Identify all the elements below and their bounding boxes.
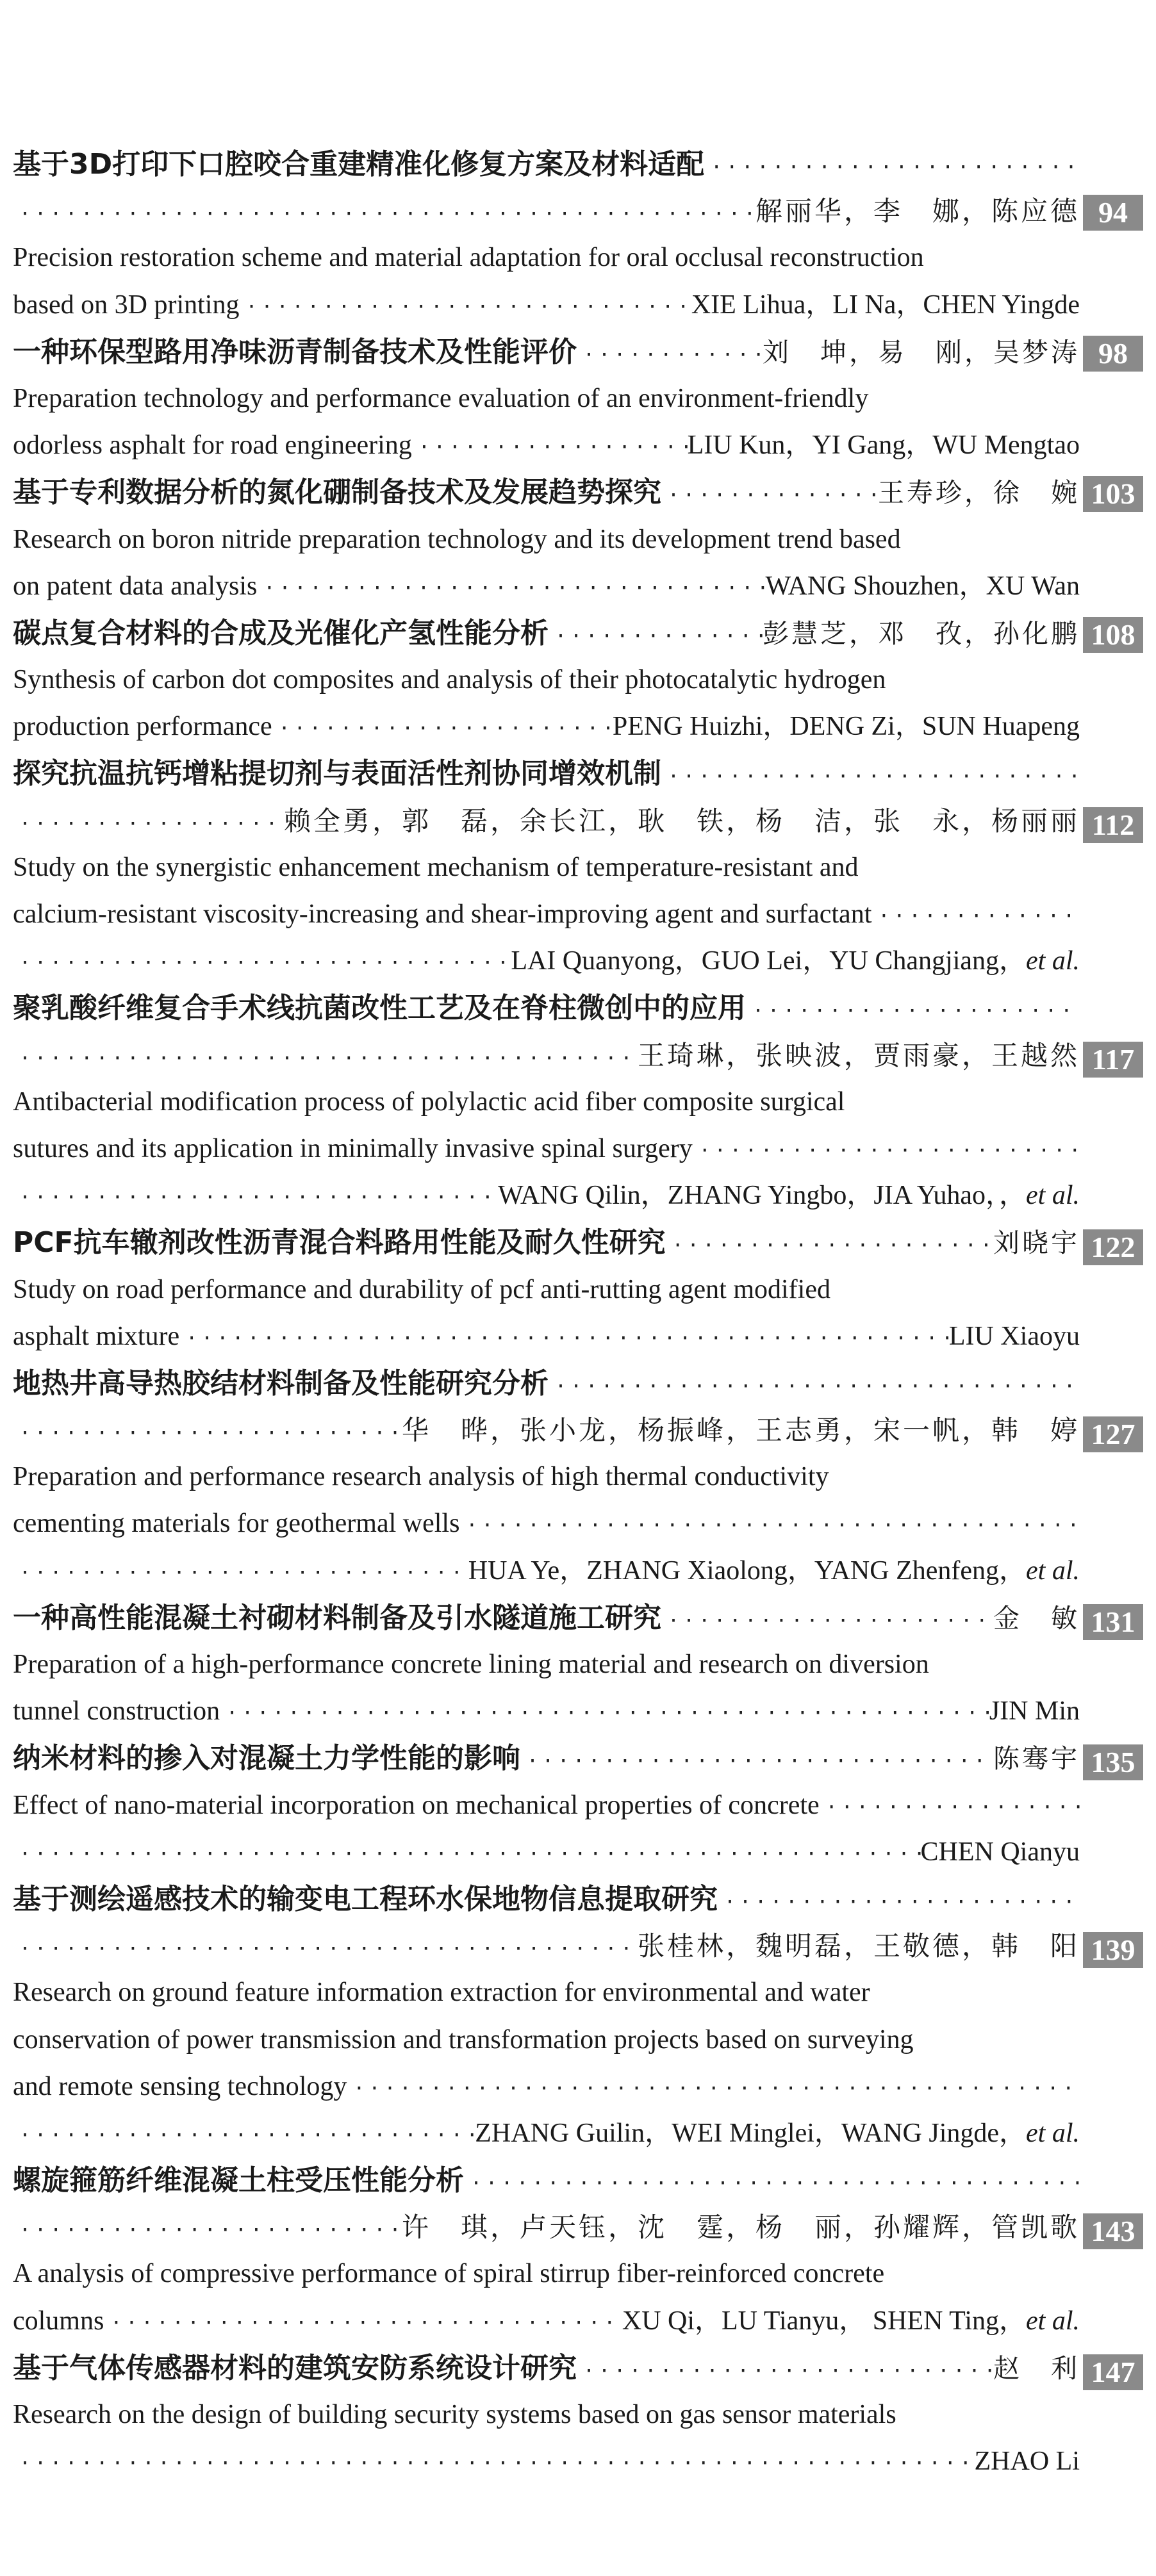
page-number-badge[interactable]: 127 [1083,1416,1143,1452]
leader-dots [220,1690,989,1735]
leader-dots [13,1831,921,1876]
authors-cn: 王琦琳，张映波，贾雨豪，王越然 [637,1039,1080,1071]
et-al: et al. [1026,946,1080,976]
authors-en: ZHANG Guilin，WEI Minglei，WANG Jingde， [475,2118,1027,2148]
entry-title-en [13,891,1080,938]
entry-title-cn[interactable] [13,469,1080,516]
authors-cn: 赵 利 [993,2352,1080,2384]
title-cn[interactable]: 螺旋箍筋纤维混凝土柱受压性能分析 [13,2164,464,2197]
authors-cn: 刘晓宇 [993,1227,1080,1259]
leader-dots [412,424,688,469]
entry-authors-en [13,1172,1080,1219]
title-en: sutures and its application in minimally invasive spinal surgery [13,1133,693,1163]
leader-dots [239,284,691,329]
et-al: et al. [1026,1555,1080,1586]
title-en: columns [13,2306,104,2336]
title-cn[interactable]: PCF抗车辙剂改性沥青混合料路用性能及耐久性研究 [13,1226,666,1259]
title-cn[interactable]: 碳点复合材料的合成及光催化产氢性能分析 [13,616,549,650]
authors-en: LAI Quanyong，GUO Lei，YU Changjiang， [511,946,1027,976]
entry-title-en [13,1267,1080,1313]
entry-title-en [13,1079,1080,1126]
entry-title-en [13,2391,1080,2438]
entry-title-en-authors [13,2298,1080,2345]
authors-en: XU Qi，LU Tianyu， SHEN Ting， [622,2306,1027,2336]
entry-authors-en [13,1548,1080,1595]
title-en: Research on ground feature information extraction for environmental and water [13,1978,870,2008]
leader-dots [13,1550,468,1595]
et-al: et al. [1026,1181,1080,1211]
entry-title-cn[interactable] [13,141,1080,188]
entry-authors-cn [13,798,1080,844]
entry-authors-cn [13,188,1080,234]
authors-cn: 华 晔，张小龙，杨振峰，王志勇，宋一帆，韩 婷 [401,1415,1080,1447]
authors-cn: 张桂林，魏明磊，王敬德，韩 阳 [637,1930,1080,1962]
leader-dots [871,893,1080,938]
page-number-badge[interactable]: 117 [1083,1042,1143,1078]
leader-dots [13,2112,475,2157]
title-cn[interactable]: 基于气体传感器材料的建筑安防系统设计研究 [13,2351,577,2384]
title-en: Study on road performance and durability of pcf anti-rutting agent modified [13,1274,830,1304]
entry-title-en-authors [13,1313,1080,1360]
entry-title-cn[interactable] [13,985,1080,1031]
leader-dots [661,753,1080,797]
entry-authors-en [13,938,1080,985]
page-number-badge[interactable]: 98 [1083,336,1143,372]
entry-title-en-authors [13,563,1080,610]
leader-dots [459,1502,1080,1547]
leader-dots [746,988,1080,1031]
leader-dots [13,940,511,985]
leader-dots [179,1315,949,1360]
leader-dots [577,332,763,375]
leader-dots [13,1410,402,1454]
authors-en: CHEN Qianyu [920,1837,1080,1867]
leader-dots [272,705,613,750]
leader-dots [464,2160,1080,2204]
entry-title-en-authors [13,422,1080,469]
authors-en: LIU Xiaoyu [948,1321,1080,1351]
authors-en: ZHAO Li [974,2447,1080,2477]
leader-dots [693,1128,1080,1172]
leader-dots [666,1222,993,1266]
title-en: Research on boron nitride preparation technology and its development trend based [13,524,901,554]
entry-title-en [13,1454,1080,1500]
leader-dots [13,2440,975,2485]
entry-title-en [13,1782,1080,1829]
leader-dots [718,1879,1080,1923]
entry-title-en [13,1500,1080,1547]
leader-dots [661,1598,993,1641]
title-cn[interactable]: 基于专利数据分析的氮化硼制备技术及发展趋势探究 [13,476,661,509]
leader-dots [104,2300,622,2345]
title-en: Preparation of a high-performance concrete lining material and research on diversion [13,1650,929,1679]
title-en: Preparation and performance research analysis of high thermal conductivity [13,1462,829,1492]
title-en: Research on the design of building security systems based on gas sensor materials [13,2400,896,2429]
title-cn[interactable]: 纳米材料的掺入对混凝土力学性能的影响 [13,1742,520,1775]
entry-title-en [13,657,1080,703]
entry-title-cn[interactable] [13,2345,1080,2391]
title-en: on patent data analysis [13,571,258,601]
entry-title-en-authors [13,282,1080,329]
authors-en: HUA Ye，ZHANG Xiaolong，YANG Zhenfeng， [468,1555,1027,1586]
title-en: odorless asphalt for road engineering [13,431,412,461]
entry-title-cn[interactable] [13,329,1080,375]
title-cn[interactable]: 聚乳酸纤维复合手术线抗菌改性工艺及在脊柱微创中的应用 [13,992,746,1025]
table-of-contents [13,141,1080,2485]
title-en: Antibacterial modification process of polylactic acid fiber composite surgical [13,1087,845,1117]
title-en: Study on the synergistic enhancement mechanism of temperature-resistant and [13,852,859,882]
et-al: et al. [1026,2306,1080,2336]
leader-dots [520,1738,993,1782]
authors-en: PENG Huizhi，DENG Zi，SUN Huapeng [612,712,1080,742]
entry-title-en [13,2017,1080,2063]
entry-title-en [13,516,1080,563]
title-en: and remote sensing technology [13,2071,347,2101]
page-number-badge[interactable]: 135 [1083,1744,1143,1780]
title-en: asphalt mixture [13,1321,180,1351]
title-cn[interactable]: 一种高性能混凝土衬砌材料制备及引水隧道施工研究 [13,1601,661,1634]
entry-title-en [13,1641,1080,1688]
entry-title-cn[interactable] [13,1735,1080,1782]
title-en: based on 3D printing [13,290,240,320]
page-number-badge[interactable]: 131 [1083,1604,1143,1640]
page-number-badge[interactable]: 122 [1083,1229,1143,1265]
leader-dots [549,613,763,657]
title-en: Effect of nano-material incorporation on mechanical properties of concrete [13,1790,820,1820]
entry-title-cn[interactable] [13,1219,1080,1266]
authors-cn: 金 敏 [993,1602,1080,1634]
leader-dots [820,1784,1080,1829]
page-number-badge[interactable]: 112 [1083,807,1143,843]
leader-dots [549,1363,1080,1407]
title-en: Preparation technology and performance evaluation of an environment-friendly [13,383,869,413]
title-en: conservation of power transmission and transformation projects based on surveying [13,2024,914,2055]
authors-cn: 赖全勇，郭 磊，余长江，耿 铁，杨 洁，张 永，杨丽丽 [283,805,1080,837]
authors-en: WANG Shouzhen，XU Wan [765,571,1080,601]
entry-authors-cn [13,1032,1080,1079]
entry-title-cn[interactable] [13,1876,1080,1923]
entry-authors-cn [13,1407,1080,1454]
leader-dots [13,1926,638,1969]
entry-title-cn[interactable] [13,610,1080,657]
entry-authors-en [13,2110,1080,2157]
entry-title-en-authors [13,703,1080,750]
title-en: Synthesis of carbon dot composites and analysis of their photocatalytic hydrogen [13,665,886,695]
title-en: A analysis of compressive performance of spiral stirrup fiber-reinforced concrete [13,2259,885,2289]
entry-title-en [13,844,1080,891]
entry-title-cn[interactable] [13,1595,1080,1641]
entry-authors-en [13,2438,1080,2485]
entry-title-en [13,375,1080,422]
entry-authors-en [13,1829,1080,1876]
entry-title-cn[interactable] [13,1360,1080,1407]
leader-dots [13,2207,402,2251]
page-number-badge[interactable]: 94 [1083,195,1143,231]
leader-dots [13,801,284,844]
entry-title-en-authors [13,1688,1080,1735]
leader-dots [13,1174,498,1219]
leader-dots [257,565,765,610]
leader-dots [704,144,1080,188]
leader-dots [577,2348,993,2391]
authors-en: WANG Qilin，ZHANG Yingbo，JIA Yuhao，， [497,1181,1027,1211]
page-number-badge[interactable]: 139 [1083,1932,1143,1968]
authors-cn: 彭慧芝，邓 孜，孙化鹏 [763,618,1080,649]
authors-en: XIE Lihua，LI Na，CHEN Yingde [691,290,1080,320]
title-cn[interactable]: 地热井高导热胶结材料制备及性能研究分析 [13,1366,549,1400]
title-cn[interactable]: 基于3D打印下口腔咬合重建精准化修复方案及材料适配 [13,148,705,181]
page-number-badge[interactable]: 143 [1083,2213,1143,2249]
entry-title-en [13,2063,1080,2110]
page-number-badge[interactable]: 108 [1083,617,1143,653]
leader-dots [13,1035,638,1079]
et-al: et al. [1026,2118,1080,2148]
entry-title-en [13,234,1080,281]
authors-en: JIN Min [989,1696,1080,1727]
title-cn[interactable]: 一种环保型路用净味沥青制备技术及性能评价 [13,335,577,368]
title-cn[interactable]: 探究抗温抗钙增粘提切剂与表面活性剂协同增效机制 [13,757,661,791]
authors-cn: 刘 坤，易 刚，吴梦涛 [763,336,1080,368]
leader-dots [661,472,878,516]
entry-title-cn[interactable] [13,750,1080,797]
authors-cn: 陈骞宇 [993,1743,1080,1775]
leader-dots [13,191,756,234]
title-cn[interactable]: 基于测绘遥感技术的输变电工程环水保地物信息提取研究 [13,1882,718,1916]
leader-dots [347,2065,1080,2110]
title-en: tunnel construction [13,1696,220,1727]
page-number-badge[interactable]: 103 [1083,476,1143,512]
entry-authors-cn [13,1923,1080,1969]
entry-title-en [13,1126,1080,1172]
entry-title-cn[interactable] [13,2157,1080,2204]
title-en: Precision restoration scheme and material adaptation for oral occlusal reconstruction [13,243,924,273]
title-en: production performance [13,712,272,742]
title-en: calcium-resistant viscosity-increasing and shear-improving agent and surfactant [13,899,872,929]
authors-cn: 许 琪，卢天钰，沈 霆，杨 丽，孙耀辉，管凯歌 [401,2211,1080,2244]
entry-title-en [13,1969,1080,2016]
authors-cn: 解丽华，李 娜，陈应德 [755,195,1080,227]
title-en: cementing materials for geothermal wells [13,1509,460,1539]
entry-authors-cn [13,2204,1080,2251]
entry-title-en [13,2251,1080,2297]
authors-cn: 王寿珍，徐 婉 [878,477,1080,509]
authors-en: LIU Kun，YI Gang，WU Mengtao [687,431,1080,461]
page-number-badge[interactable]: 147 [1083,2354,1143,2390]
